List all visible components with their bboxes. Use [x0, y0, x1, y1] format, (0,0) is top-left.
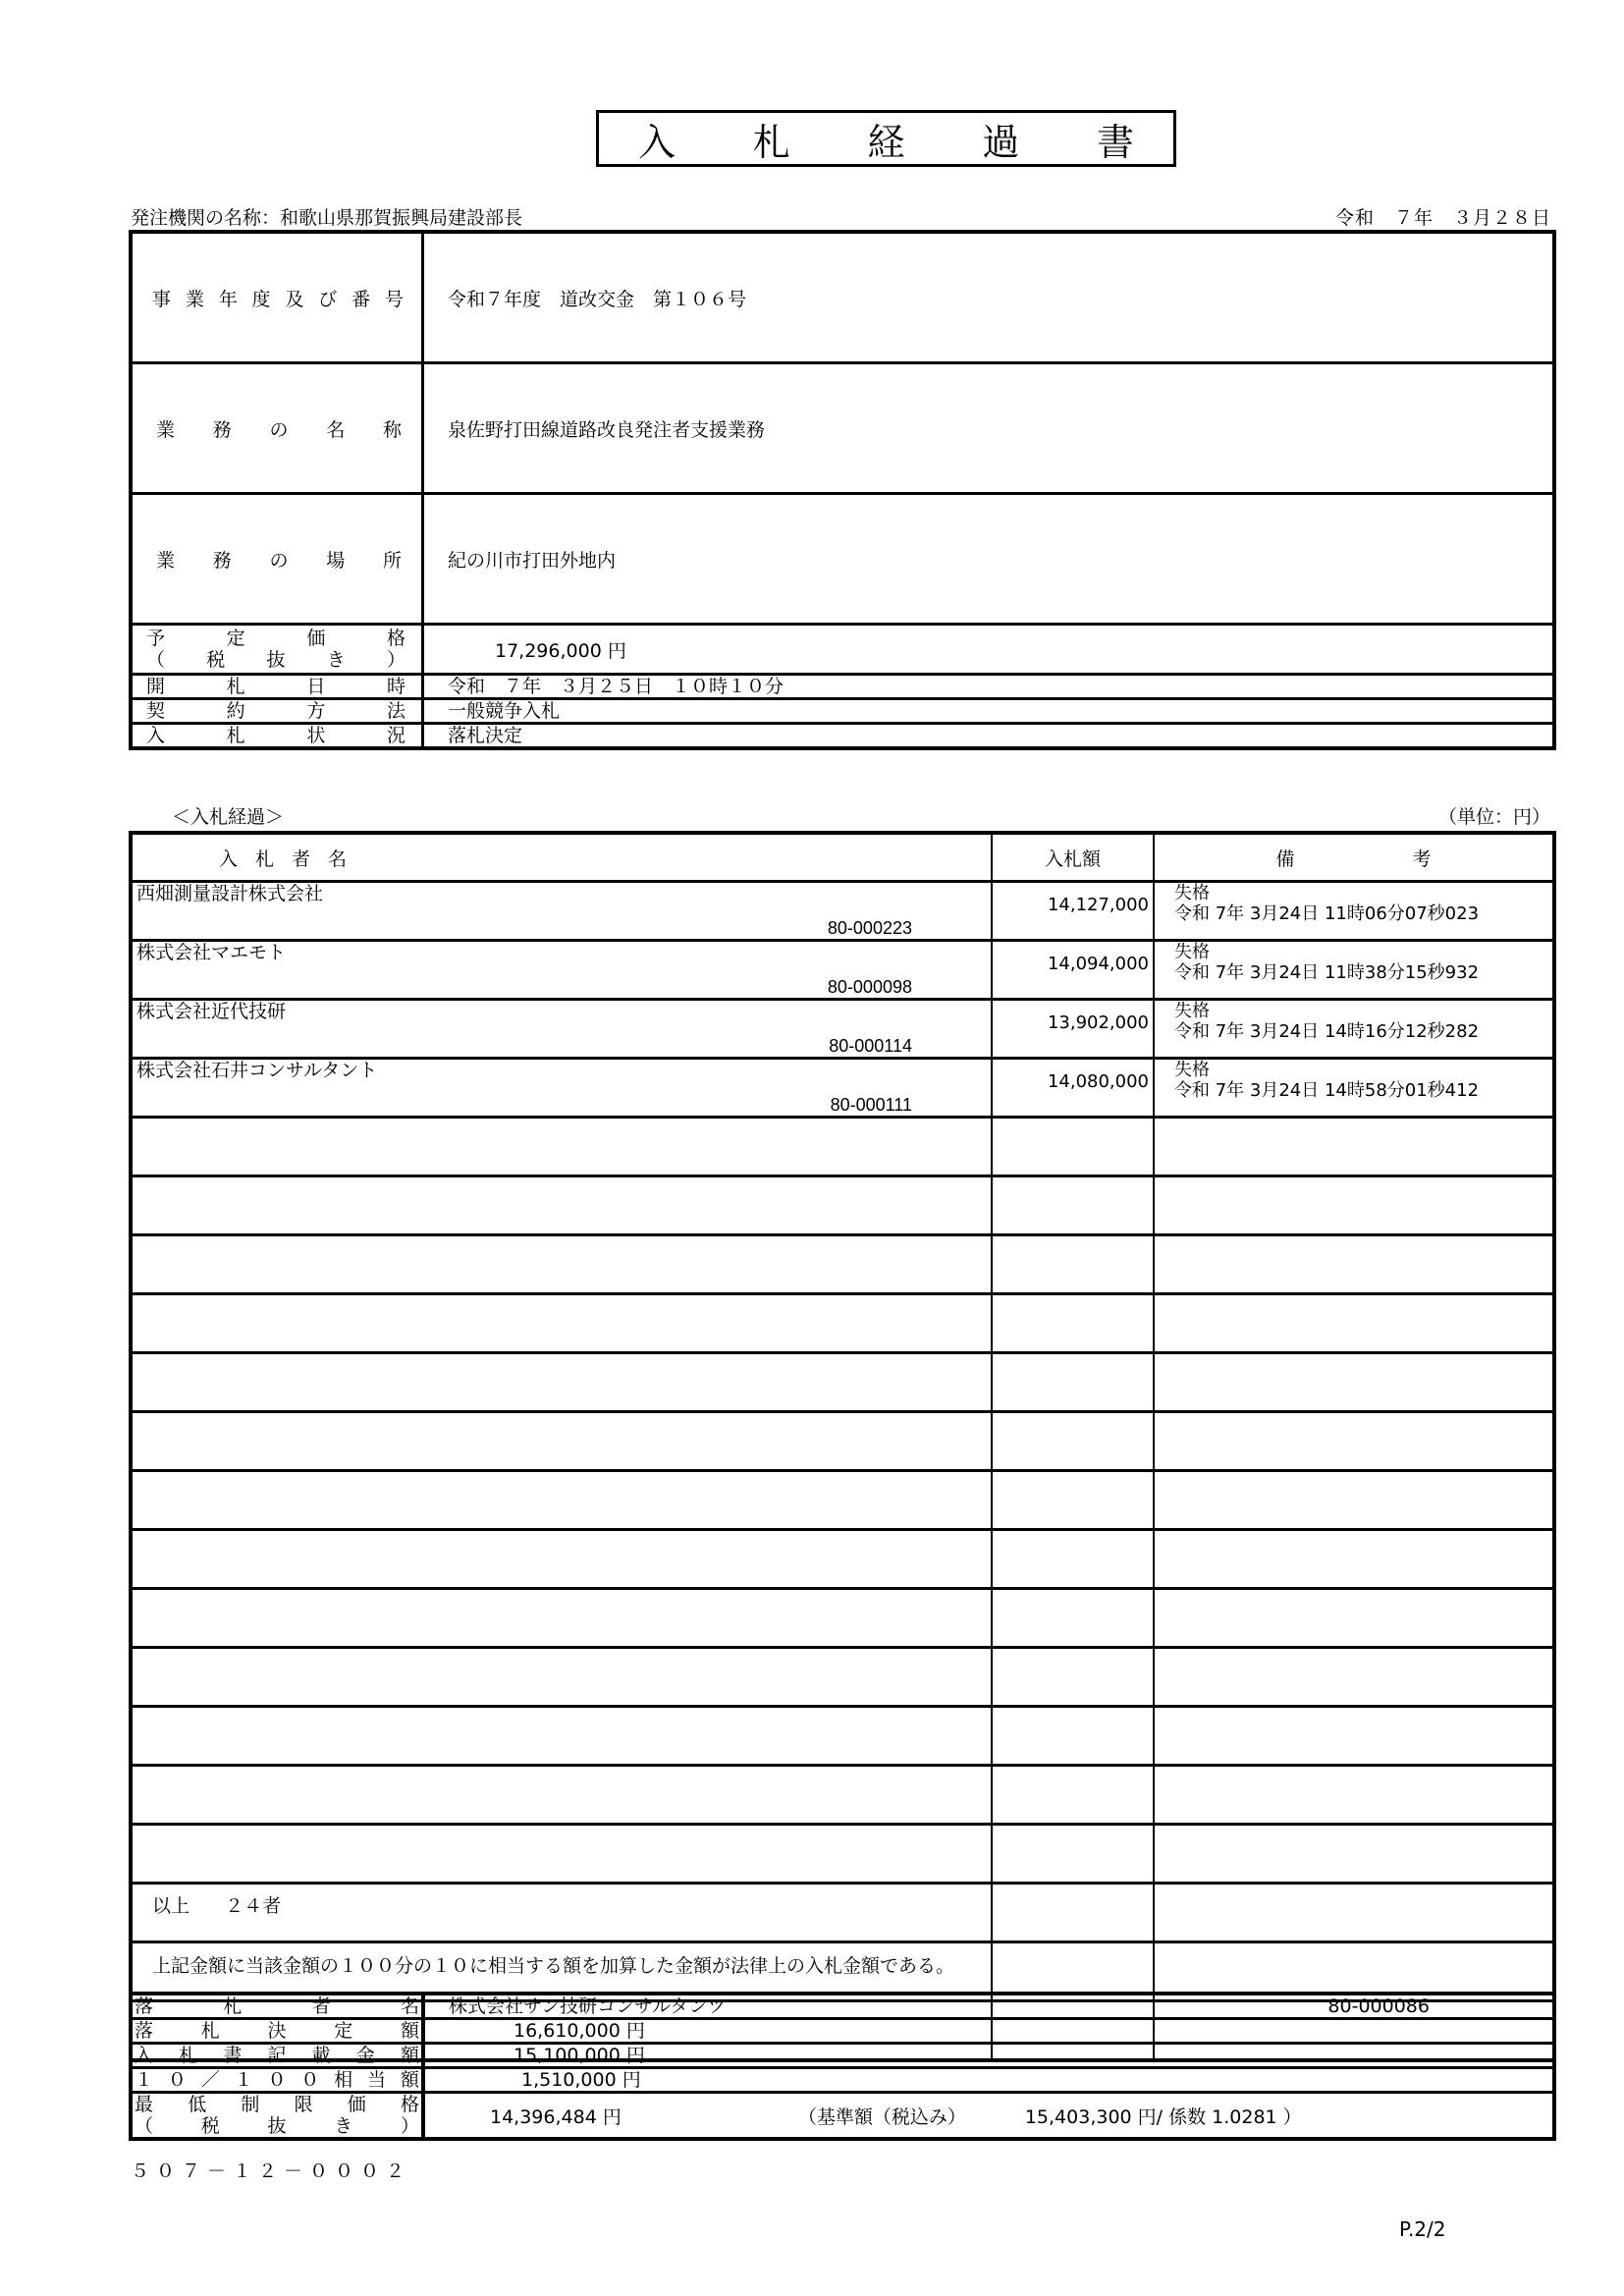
document-title: [596, 110, 1176, 167]
table-row: [131, 1589, 1554, 1648]
bid-amount: [992, 1884, 1154, 1942]
result-row-award-amount: [131, 2019, 1554, 2044]
remarks-cell: [1154, 1118, 1554, 1176]
bidder-name-cell: [131, 1766, 992, 1825]
result-row-minimum-price: [131, 2093, 1554, 2140]
info-row-service-name: [131, 363, 1554, 494]
table-row: [131, 1000, 1554, 1059]
table-row: [131, 1825, 1554, 1884]
title-char: 書: [1096, 120, 1134, 164]
bidder-name-cell: [131, 1118, 992, 1176]
issuer-name: 発注機関の名称：和歌山県那賀振興局建設部長: [131, 207, 523, 229]
bid-amount: [992, 1766, 1154, 1825]
remark-status: 失格: [1174, 883, 1210, 903]
remarks-cell: [1154, 1000, 1554, 1059]
winner-value: [423, 1994, 1554, 2019]
remarks-cell: [1154, 1471, 1554, 1530]
remarks-cell: [1154, 1766, 1554, 1825]
remark-status: 失格: [1174, 942, 1210, 962]
result-row-winner: [131, 1994, 1554, 2019]
bidder-name-cell: [131, 1235, 992, 1294]
table-row: [131, 1294, 1554, 1353]
bid-history-table: [129, 831, 1556, 2062]
remark-timestamp: 令和 7年 3月24日 11時06分07秒023: [1174, 903, 1480, 924]
winner-name: 株式会社サン技研コンサルタンツ: [449, 1995, 727, 2017]
remarks-cell: [1154, 1059, 1554, 1118]
table-row: [131, 882, 1554, 941]
bid-amount: [992, 1235, 1154, 1294]
info-row-service-location: [131, 494, 1554, 625]
contract-method-value: 一般競争入札: [423, 699, 1555, 724]
bid-amount: 14,094,000: [992, 941, 1154, 1000]
info-row-fiscal-year: [131, 232, 1554, 363]
column-header-bidder-name: 入札者名: [131, 833, 992, 882]
bid-amount: [992, 1648, 1154, 1707]
reference-amount-value: 15,403,300 円/ 係数 1.0281 ）: [1024, 2105, 1302, 2128]
bidder-name-cell: [131, 941, 992, 1000]
result-label: 最 低 制 限 価 格 （ 税 抜 き ）: [131, 2093, 423, 2140]
info-label: 予 定 価 格 （ 税 抜 き ）: [131, 625, 423, 675]
remarks-cell: [1154, 1235, 1554, 1294]
remarks-cell: [1154, 1294, 1554, 1353]
title-char: 入: [638, 120, 677, 164]
info-label: 業 務 の 場 所: [131, 494, 423, 625]
title-char: 札: [752, 120, 790, 164]
table-row: [131, 1059, 1554, 1118]
minimum-price-amount: 14,396,484 円: [490, 2105, 622, 2128]
bid-amount: [992, 1530, 1154, 1589]
bidder-name-cell: [131, 1825, 992, 1884]
bid-document-amount-value: 15,100,000 円: [423, 2044, 1554, 2068]
award-amount-value: 16,610,000 円: [423, 2019, 1554, 2044]
remarks-cell: [1154, 1530, 1554, 1589]
info-row-planned-price: [131, 625, 1554, 675]
bid-history-label: ＜入札経過＞: [172, 806, 285, 828]
fiscal-year-number-value: 令和７年度 道改交金 第１０６号: [423, 232, 1555, 363]
info-label: 入 札 状 況: [131, 724, 423, 749]
table-row: [131, 1235, 1554, 1294]
info-row-contract-method: [131, 699, 1554, 724]
column-header-remarks: 備 考: [1154, 833, 1554, 882]
issue-date: 令和 ７年 ３月２８日: [1335, 207, 1552, 229]
remark-status: 失格: [1174, 1001, 1210, 1021]
table-row: [131, 1707, 1554, 1766]
info-row-bid-status: [131, 724, 1554, 749]
table-row: [131, 1884, 1554, 1942]
award-result-table: [129, 1992, 1556, 2141]
service-name-value: 泉佐野打田線道路改良発注者支援業務: [423, 363, 1555, 494]
bidder-name: 株式会社マエモト: [136, 942, 287, 963]
remarks-cell: [1154, 882, 1554, 941]
remarks-cell: [1154, 1176, 1554, 1235]
tax-equivalent-value: 1,510,000 円: [423, 2068, 1554, 2093]
result-row-bid-document-amount: [131, 2044, 1554, 2068]
bidder-name-cell: [131, 1589, 992, 1648]
info-label: 事 業 年 度 及 び 番 号: [131, 232, 423, 363]
contract-info-table: [129, 230, 1556, 750]
column-header-bid-amount: 入札額: [992, 833, 1154, 882]
bidder-name-cell: [131, 1059, 992, 1118]
winner-code: 80-000086: [1327, 1995, 1430, 2017]
remarks-cell: [1154, 1825, 1554, 1884]
bidder-name-cell: [131, 1176, 992, 1235]
bidder-name-cell: [131, 1648, 992, 1707]
table-row: [131, 1766, 1554, 1825]
table-row: [131, 941, 1554, 1000]
bid-amount: [992, 1471, 1154, 1530]
bidder-name-cell: [131, 1294, 992, 1353]
table-row: [131, 1471, 1554, 1530]
remarks-cell: [1154, 941, 1554, 1000]
result-row-tax-equivalent: [131, 2068, 1554, 2093]
title-char: 過: [982, 120, 1020, 164]
page-number: P.2/2: [1399, 2217, 1446, 2241]
bidder-code: 80-000114: [829, 1036, 912, 1056]
bidder-name-cell: [131, 1707, 992, 1766]
table-row: [131, 1412, 1554, 1471]
remark-status: 失格: [1174, 1060, 1210, 1080]
bidder-name-cell: [131, 882, 992, 941]
remarks-cell: [1154, 1707, 1554, 1766]
bid-amount: [992, 1589, 1154, 1648]
result-label: １ ０ ／ １ ０ ０ 相 当 額: [131, 2068, 423, 2093]
document-code: ５０７－１２－０００２: [131, 2160, 412, 2182]
table-row: [131, 1176, 1554, 1235]
info-label: 開 札 日 時: [131, 675, 423, 699]
bid-amount: 13,902,000: [992, 1000, 1154, 1059]
bid-amount: 14,127,000: [992, 882, 1154, 941]
minimum-price-value: [423, 2093, 1554, 2140]
bid-status-value: 落札決定: [423, 724, 1555, 749]
title-char: 経: [867, 120, 905, 164]
remarks-cell: [1154, 1884, 1554, 1942]
bidder-name-cell: [131, 1412, 992, 1471]
bidder-count: 以上 ２４者: [152, 1895, 282, 1917]
info-label: 契 約 方 法: [131, 699, 423, 724]
opening-datetime-value: 令和 ７年 ３月２５日 １０時１０分: [423, 675, 1555, 699]
bid-table-header: [131, 833, 1554, 882]
bidder-code: 80-000098: [827, 977, 912, 997]
tax-notice: 上記金額に当該金額の１００分の１０に相当する額を加算した金額が法律上の入札金額である。: [152, 1955, 955, 1977]
unit-label: （単位：円）: [1438, 806, 1551, 828]
table-row: [131, 1648, 1554, 1707]
remarks-cell: [1154, 1412, 1554, 1471]
result-label: 落 札 者 名: [131, 1994, 423, 2019]
bidder-name: 株式会社近代技研: [136, 1001, 287, 1022]
bid-amount: [992, 1412, 1154, 1471]
planned-price-value: 17,296,000 円: [423, 625, 1555, 675]
bid-amount: 14,080,000: [992, 1059, 1154, 1118]
bid-amount: [992, 1118, 1154, 1176]
bidder-name-cell: [131, 1530, 992, 1589]
bidder-name-cell: [131, 1471, 992, 1530]
table-row: [131, 1353, 1554, 1412]
bid-amount: [992, 1825, 1154, 1884]
remarks-cell: [1154, 1589, 1554, 1648]
bidder-code: 80-000111: [830, 1095, 912, 1115]
bidder-name-cell: [131, 1000, 992, 1059]
bid-amount: [992, 1176, 1154, 1235]
bid-amount: [992, 1707, 1154, 1766]
table-row: [131, 1530, 1554, 1589]
remark-timestamp: 令和 7年 3月24日 14時16分12秒282: [1174, 1021, 1480, 1042]
reference-amount-label: （基準額（税込み）: [797, 2105, 966, 2128]
bidder-name-cell: [131, 1353, 992, 1412]
bid-amount: [992, 1294, 1154, 1353]
remarks-cell: [1154, 1353, 1554, 1412]
remark-timestamp: 令和 7年 3月24日 14時58分01秒412: [1174, 1080, 1480, 1101]
remark-timestamp: 令和 7年 3月24日 11時38分15秒932: [1174, 962, 1480, 983]
table-row: [131, 1118, 1554, 1176]
bidder-name: 西畑測量設計株式会社: [136, 883, 324, 904]
bid-amount: [992, 1353, 1154, 1412]
info-row-opening-datetime: [131, 675, 1554, 699]
result-label: 落 札 決 定 額: [131, 2019, 423, 2044]
result-label: 入 札 書 記 載 金 額: [131, 2044, 423, 2068]
service-location-value: 紀の川市打田外地内: [423, 494, 1555, 625]
remarks-cell: [1154, 1648, 1554, 1707]
info-label: 業 務 の 名 称: [131, 363, 423, 494]
bidder-name: 株式会社石井コンサルタント: [136, 1060, 378, 1081]
bidder-code: 80-000223: [827, 918, 912, 938]
